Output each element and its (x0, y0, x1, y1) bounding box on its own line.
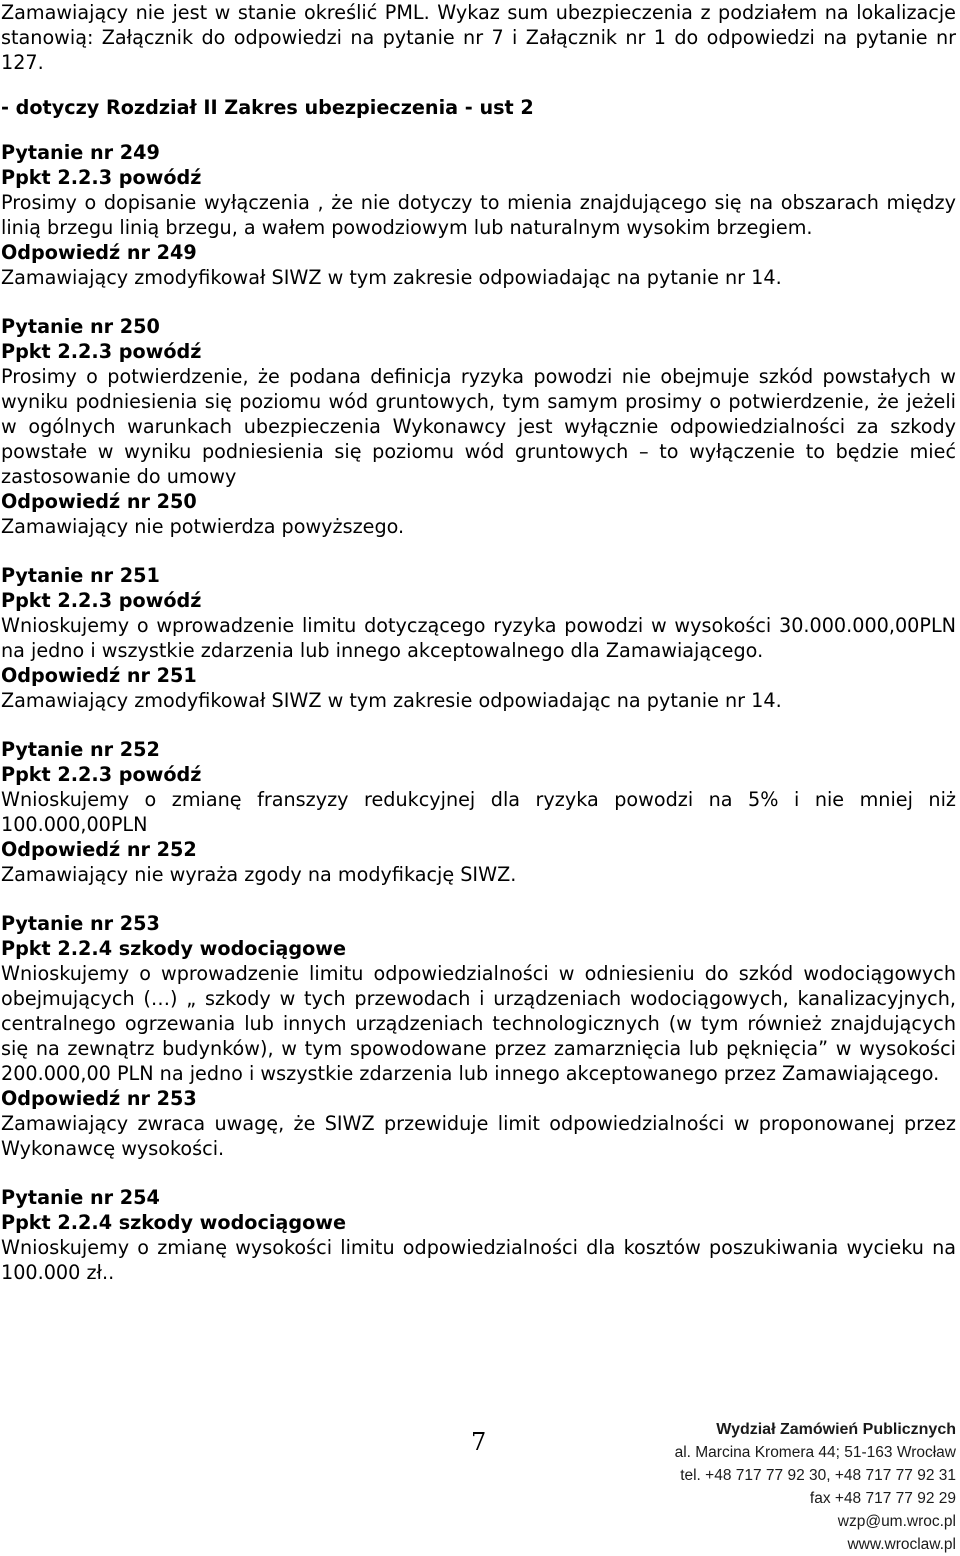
qa-block-253 (1, 911, 956, 1161)
spacer (1, 120, 956, 140)
question-text: Prosimy o potwierdzenie, że podana definicja ryzyka powodzi nie obejmuje szkód powstałych w wyniku podniesienia się poziomu wód gruntowych, tym samym prosimy o potwierdzenie, że jeżeli w ogólnych warunkach ubezpieczenia Wykonawcy jest wyłącznie odpowiedzialności za szkody powstałe w wyniku podniesienia się poziomu wód gruntowych – to wyłączenie to będzie mieć zastosowanie do umowy (1, 365, 956, 488)
answer-text: Zamawiający zmodyfikował SIWZ w tym zakresie odpowiadając na pytanie nr 14. (1, 266, 782, 289)
question-text: Wnioskujemy o wprowadzenie limitu odpowiedzialności w odniesieniu do szkód wodociągowych obejmujących (…) „ szkody w tych przewodach i urządzeniach wodociągowych, kanalizacyjnych, centralnego ogrzewania lub innych urządzeniach technologicznych (w tym również znajdujących się na zewnątrz budynków), w tym spowodowane przez zamarznięcia lub pęknięcia” w wysokości 200.000,00 PLN na jedno i wszystkie zdarzenia lub innego akceptowanego przez Zamawiającego. (1, 962, 956, 1085)
answer-title: Odpowiedź nr 252 (1, 838, 197, 861)
question-title: Pytanie nr 253 (1, 912, 160, 935)
office-phone: tel. +48 717 77 92 30, +48 717 77 92 31 (680, 1467, 956, 1484)
spacer (1, 887, 956, 911)
question-text: Prosimy o dopisanie wyłączenia , że nie dotyczy to mienia znajdującego się na obszarach między linią brzegu linią brzegu, a wałem powodziowym lub naturalnym wysokim brzegiem. (1, 191, 956, 239)
answer-title: Odpowiedź nr 250 (1, 490, 197, 513)
clause-reference: Ppkt 2.2.3 powódź (1, 589, 202, 612)
question-title: Pytanie nr 252 (1, 738, 160, 761)
clause-reference: Ppkt 2.2.3 powódź (1, 763, 202, 786)
answer-title: Odpowiedź nr 253 (1, 1087, 197, 1110)
question-title: Pytanie nr 254 (1, 1186, 160, 1209)
office-name: Wydział Zamówień Publicznych (716, 1421, 956, 1438)
question-text: Wnioskujemy o zmianę franszyzy redukcyjnej dla ryzyka powodzi na 5% i nie mniej niż 100.000,00PLN (1, 788, 956, 836)
question-title: Pytanie nr 249 (1, 141, 160, 164)
office-fax: fax +48 717 77 92 29 (809, 1490, 956, 1507)
answer-text: Zamawiający zmodyfikował SIWZ w tym zakresie odpowiadając na pytanie nr 14. (1, 689, 782, 712)
spacer (1, 290, 956, 314)
section-heading: - dotyczy Rozdział II Zakres ubezpieczenia - ust 2 (1, 96, 534, 119)
intro-paragraph: Zamawiający nie jest w stanie określić PML. Wykaz sum ubezpieczenia z podziałem na lokalizacje stanowią: Załącznik do odpowiedzi na pytanie nr 7 i Załącznik nr 1 do odpowiedzi na pytanie nr 127. (1, 1, 956, 74)
page-number: 7 (471, 1428, 487, 1456)
answer-title: Odpowiedź nr 249 (1, 241, 197, 264)
qa-block-250 (1, 314, 956, 539)
document-page (1, 0, 956, 1285)
spacer (1, 1161, 956, 1185)
qa-block-249 (1, 140, 956, 290)
spacer (1, 539, 956, 563)
office-website: www.wroclaw.pl (847, 1536, 956, 1553)
clause-reference: Ppkt 2.2.3 powódź (1, 166, 202, 189)
office-address: al. Marcina Kromera 44; 51-163 Wrocław (674, 1444, 956, 1461)
clause-reference: Ppkt 2.2.4 szkody wodociągowe (1, 1211, 347, 1234)
qa-block-251 (1, 563, 956, 713)
clause-reference: Ppkt 2.2.3 powódź (1, 340, 202, 363)
question-text: Wnioskujemy o wprowadzenie limitu dotyczącego ryzyka powodzi w wysokości 30.000.000,00PLN na jedno i wszystkie zdarzenia lub innego akceptowalnego dla Zamawiającego. (1, 614, 956, 662)
question-title: Pytanie nr 251 (1, 564, 160, 587)
answer-text: Zamawiający nie wyraża zgody na modyfikację SIWZ. (1, 863, 517, 886)
answer-text: Zamawiający nie potwierdza powyższego. (1, 515, 405, 538)
spacer (1, 713, 956, 737)
qa-block-254 (1, 1185, 956, 1285)
question-text: Wnioskujemy o zmianę wysokości limitu odpowiedzialności dla kosztów poszukiwania wycieku na 100.000 zł.. (1, 1236, 956, 1284)
spacer (1, 75, 956, 95)
answer-text: Zamawiający zwraca uwagę, że SIWZ przewiduje limit odpowiedzialności w proponowanej przez Wykonawcę wysokości. (1, 1112, 956, 1160)
clause-reference: Ppkt 2.2.4 szkody wodociągowe (1, 937, 347, 960)
office-email: wzp@um.wroc.pl (837, 1513, 956, 1530)
answer-title: Odpowiedź nr 251 (1, 664, 197, 687)
qa-block-252 (1, 737, 956, 887)
office-contact-block (636, 1418, 956, 1556)
question-title: Pytanie nr 250 (1, 315, 160, 338)
